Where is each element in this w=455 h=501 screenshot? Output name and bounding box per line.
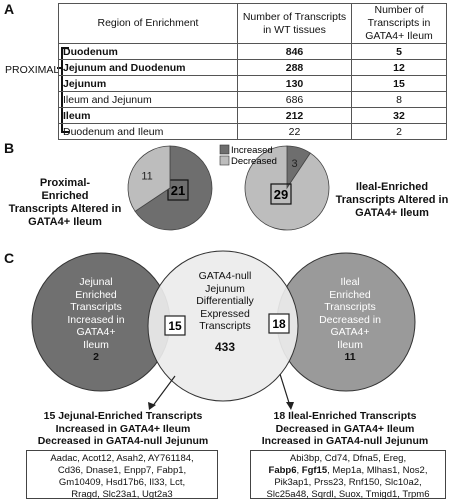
panel-c-label: C bbox=[4, 250, 15, 266]
header-region: Region of Enrichment bbox=[59, 4, 238, 44]
venn-right-label-line: GATA4+ bbox=[330, 326, 370, 338]
pie-left-caption-line: GATA4+ Ileum bbox=[28, 216, 102, 228]
venn-right-label-line: Ileum bbox=[337, 338, 363, 351]
enrichment-table bbox=[58, 3, 447, 140]
pie-value-label: 21 bbox=[170, 183, 186, 198]
table-cell-gata4: 15 bbox=[352, 76, 447, 92]
gene-name: Nos2 bbox=[402, 465, 425, 476]
gene-name: , bbox=[361, 465, 367, 476]
left-gene-list-title-line: 15 Jejunal-Enriched Transcripts bbox=[43, 410, 203, 422]
left-gene-list-title-line: Increased in GATA4+ Ileum bbox=[55, 422, 191, 435]
gene-name: Mep1a bbox=[332, 465, 362, 476]
pie-left-caption-line: Enriched bbox=[41, 190, 89, 202]
table-cell-region: Duodenum bbox=[59, 44, 238, 60]
table-cell-gata4: 2 bbox=[352, 124, 447, 140]
table-row bbox=[59, 76, 447, 92]
venn-right-label-line: Transcripts bbox=[324, 301, 376, 313]
gene-name: , bbox=[424, 465, 428, 476]
panel-a-label: A bbox=[4, 1, 15, 17]
table-cell-wt: 288 bbox=[238, 60, 352, 76]
pie-left-caption bbox=[6, 177, 124, 229]
table-cell-region: Ileum bbox=[59, 108, 238, 124]
table-cell-wt: 846 bbox=[238, 44, 352, 60]
legend-swatch-increased bbox=[220, 145, 229, 154]
header-gata4: Number of Transcripts in GATA4+ Ileum bbox=[352, 4, 447, 44]
legend-label-increased: Increased bbox=[231, 145, 273, 156]
venn-middle-label-line: GATA4-null bbox=[198, 270, 252, 282]
venn-middle-label-line: Expressed bbox=[200, 307, 250, 320]
left-gene-box bbox=[26, 450, 218, 499]
venn-left-count: 2 bbox=[93, 351, 99, 363]
table-cell-region: Jejunum and Duodenum bbox=[59, 60, 238, 76]
pie-right-caption-line: Ileal-Enriched bbox=[355, 181, 429, 193]
venn-middle-count: 433 bbox=[214, 339, 236, 354]
venn-right-label-line: Decreased in bbox=[319, 313, 381, 326]
table-cell-wt: 212 bbox=[238, 108, 352, 124]
right-gene-line: Abi3bp, Cd74, Dfna5, Ereg, bbox=[289, 453, 407, 464]
pie-right-caption bbox=[330, 181, 454, 220]
left-gene-line: Rragd, Slc23a1, Ugt2a3 bbox=[71, 489, 173, 500]
left-gene-list-title bbox=[18, 410, 228, 448]
venn-left-label-line: Jejunal bbox=[79, 276, 113, 288]
venn-left-label-line: GATA4+ bbox=[76, 326, 116, 338]
right-gene-list-title-line: 18 Ileal-Enriched Transcripts bbox=[273, 410, 417, 422]
table-cell-gata4: 5 bbox=[352, 44, 447, 60]
venn-middle-label-line: Differentially bbox=[196, 295, 254, 307]
table-cell-region: Duodenum and Ileum bbox=[59, 124, 238, 140]
venn-left-label-line: Ileum bbox=[83, 338, 109, 351]
pie-right-caption-line: GATA4+ Ileum bbox=[355, 207, 429, 219]
header-wt: Number of Transcripts in WT tissues bbox=[238, 4, 352, 44]
venn-right-label-line: Enriched bbox=[329, 288, 371, 301]
venn-middle-label bbox=[180, 270, 270, 353]
table-body bbox=[59, 44, 447, 140]
venn-right-label-line: Ileal bbox=[340, 276, 360, 288]
gene-name: , bbox=[327, 465, 333, 476]
pie-left bbox=[128, 146, 212, 230]
table-cell-region: Jejunum bbox=[59, 76, 238, 92]
table-cell-gata4: 8 bbox=[352, 92, 447, 108]
gene-name: , bbox=[296, 465, 302, 476]
table-cell-wt: 22 bbox=[238, 124, 352, 140]
right-gene-line bbox=[254, 465, 442, 477]
left-arrow-line bbox=[152, 376, 175, 407]
venn-left-label bbox=[48, 276, 144, 364]
table-row bbox=[59, 60, 447, 76]
panel-b-label: B bbox=[4, 140, 15, 156]
table-cell-region: Ileum and Jejunum bbox=[59, 92, 238, 108]
gene-name: Fabp6 bbox=[268, 465, 297, 476]
right-gene-line: Slc25a48, Sqrdl, Suox, Tmigd1, Trpm6 bbox=[266, 489, 430, 500]
table-cell-gata4: 12 bbox=[352, 60, 447, 76]
right-overlap-count: 18 bbox=[272, 317, 286, 331]
right-arrow-head bbox=[286, 402, 294, 410]
gene-name: , bbox=[397, 465, 403, 476]
right-gene-list-title-line: Increased in GATA4-null Jejunum bbox=[261, 435, 429, 447]
right-gene-list-title-line: Decreased in GATA4+ Ileum bbox=[275, 422, 415, 435]
left-overlap-count: 15 bbox=[168, 319, 182, 333]
pie-value-label: 11 bbox=[141, 170, 153, 183]
pie-legend bbox=[220, 145, 277, 167]
pie-right-caption-line: Transcripts Altered in bbox=[335, 194, 449, 206]
pie-left-caption-line: Transcripts Altered in bbox=[8, 203, 122, 215]
gene-name: Fgf15 bbox=[301, 465, 328, 476]
left-gene-line: Aadac, Acot12, Asah2, AY761184, bbox=[50, 453, 194, 464]
gene-name: Mlhas1 bbox=[366, 465, 398, 476]
table-cell-gata4: 32 bbox=[352, 108, 447, 124]
left-gene-list-title-line: Decreased in GATA4-null Jejunum bbox=[37, 435, 209, 447]
pie-value-label: 29 bbox=[273, 187, 289, 202]
right-gene-line: Pik3ap1, Prss23, Rnf150, Slc10a2, bbox=[274, 477, 422, 488]
table-row bbox=[59, 44, 447, 60]
table-row bbox=[59, 108, 447, 124]
right-gene-box bbox=[250, 450, 446, 499]
venn-left-label-line: Increased in bbox=[67, 313, 125, 326]
pie-value-label: 3 bbox=[291, 158, 298, 171]
pie-left-caption-line: Proximal- bbox=[39, 177, 91, 189]
venn-middle-label-line: Transcripts bbox=[199, 320, 251, 332]
legend-swatch-decreased bbox=[220, 156, 229, 165]
table-row bbox=[59, 92, 447, 108]
left-gene-line: Gm10409, Hsd17b6, Il33, Lct, bbox=[58, 477, 186, 488]
venn-middle-label-line: Jejunum bbox=[205, 282, 245, 295]
table-cell-wt: 686 bbox=[238, 92, 352, 108]
proximal-label: PROXIMAL bbox=[5, 64, 60, 76]
venn-left-label-line: Enriched bbox=[75, 288, 117, 301]
venn-right-label bbox=[302, 276, 398, 364]
left-gene-line: Cd36, Dnase1, Enpp7, Fabp1, bbox=[57, 465, 187, 476]
venn-left-label-line: Transcripts bbox=[70, 301, 122, 313]
legend-label-decreased: Decreased bbox=[231, 156, 277, 167]
venn-right-count: 11 bbox=[344, 351, 356, 363]
table-header-row bbox=[59, 4, 447, 44]
table-cell-wt: 130 bbox=[238, 76, 352, 92]
right-gene-list-title bbox=[236, 410, 454, 448]
right-arrow-line bbox=[280, 374, 290, 406]
